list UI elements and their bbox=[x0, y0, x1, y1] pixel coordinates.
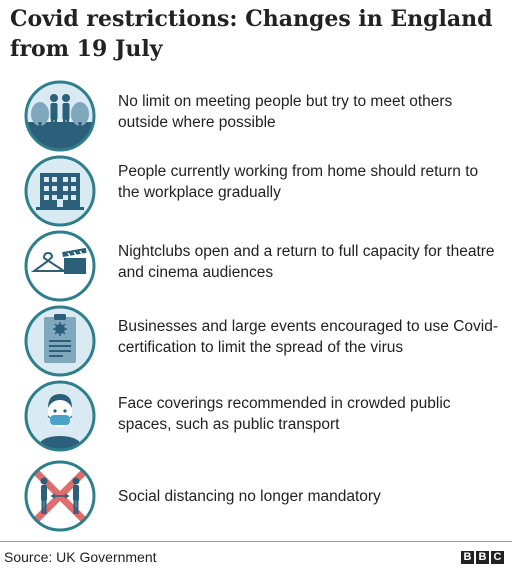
bbc-logo bbox=[461, 551, 504, 564]
source-note: Source: UK Government bbox=[4, 549, 157, 565]
list-item bbox=[0, 458, 512, 534]
logo-letter: B bbox=[461, 551, 474, 564]
item-text: Face coverings recommended in crowded public spaces, such as public transport bbox=[118, 395, 451, 433]
item-text: People currently working from home should return to the workplace gradually bbox=[118, 163, 479, 201]
logo-letter: C bbox=[491, 551, 504, 564]
distancing-crossed-icon bbox=[22, 458, 98, 534]
item-text: No limit on meeting people but try to meet others outside where possible bbox=[118, 93, 453, 131]
footer-divider bbox=[0, 541, 512, 542]
list-item bbox=[0, 378, 512, 454]
hanger-clapperboard-icon bbox=[22, 228, 98, 304]
item-text: Nightclubs open and a return to full capacity for theatre and cinema audiences bbox=[118, 243, 495, 281]
item-text: Social distancing no longer mandatory bbox=[118, 488, 381, 505]
people-outside-icon bbox=[22, 78, 98, 154]
certificate-document-icon bbox=[22, 303, 98, 379]
item-text: Businesses and large events encouraged to use Covid-certification to limit the spread of the virus bbox=[118, 318, 498, 356]
list-item bbox=[0, 153, 512, 229]
office-building-icon bbox=[22, 153, 98, 229]
list-item bbox=[0, 228, 512, 304]
list-item bbox=[0, 78, 512, 154]
face-mask-icon bbox=[22, 378, 98, 454]
logo-letter: B bbox=[476, 551, 489, 564]
page-title: Covid restrictions: Changes in England from 19 July bbox=[10, 6, 493, 62]
list-item bbox=[0, 303, 512, 379]
